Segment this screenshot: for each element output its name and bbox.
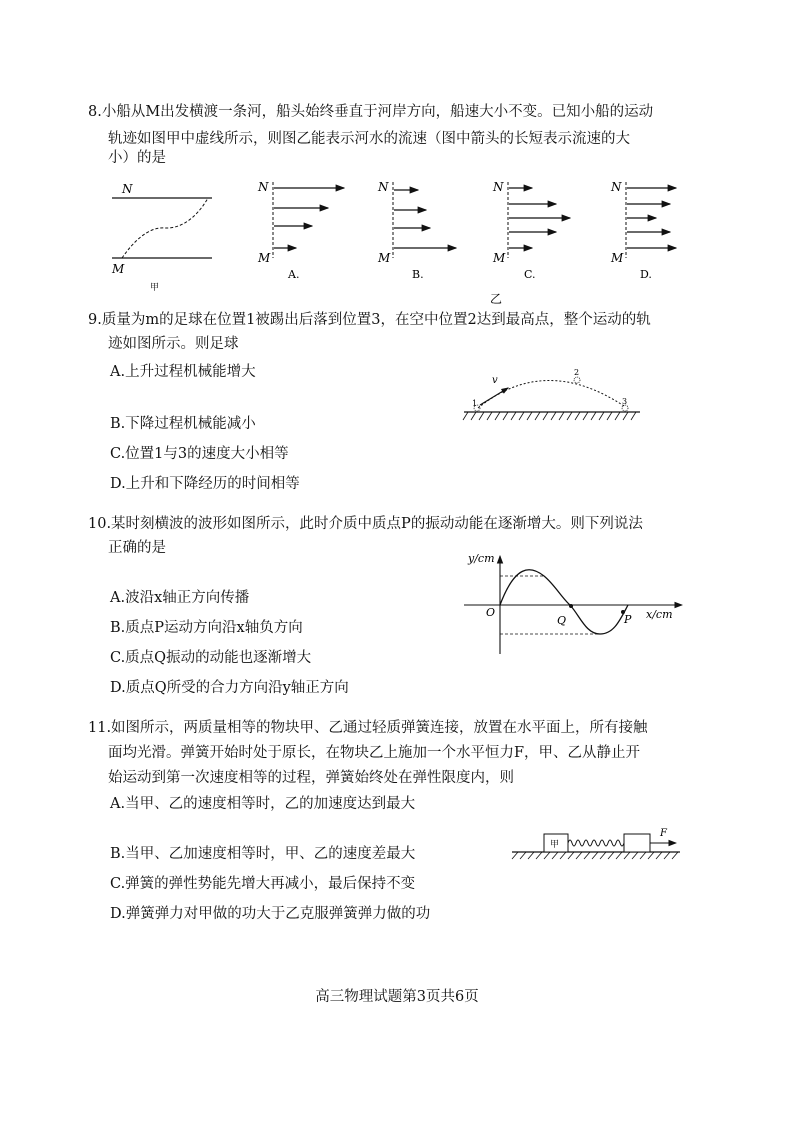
svg-text:N: N [258, 180, 269, 194]
q8-line-1: 8.小船从M出发横渡一条河，船头始终垂直于河岸方向，船速大小不变。已知小船的运动 [88, 104, 654, 120]
force-label: F [660, 828, 667, 839]
q10-option-a: A.波沿x轴正方向传播 [110, 590, 250, 606]
point-p-label: P [624, 613, 632, 626]
svg-text:M: M [378, 251, 391, 265]
q9-line-1: 9.质量为m的足球在位置1被踢出后落到位置3，在空中位置2达到最高点，整个运动的轨 [88, 312, 651, 328]
q8-figure [100, 172, 700, 307]
q11-option-b: B.当甲、乙加速度相等时，甲、乙的速度差最大 [110, 846, 416, 862]
option-c-label: C. [524, 268, 536, 281]
q11-line-3: 始运动到第一次速度相等的过程，弹簧始终处在弹性限度内，则 [108, 770, 514, 786]
label-pos-3: 3 [622, 397, 628, 406]
q11-figure [508, 822, 686, 862]
q9-option-a: A.上升过程机械能增大 [110, 364, 256, 380]
origin-label: O [486, 606, 496, 619]
q9-option-b: B.下降过程机械能减小 [110, 416, 256, 432]
point-q-label: Q [557, 614, 567, 627]
axis-x-label: x/cm [646, 608, 673, 621]
q11-option-c: C.弹簧的弹性势能先增大再减小，最后保持不变 [110, 876, 416, 892]
label-pos-2: 2 [574, 368, 580, 377]
q11-option-a: A.当甲、乙的速度相等时，乙的加速度达到最大 [110, 796, 416, 812]
option-d-label: D. [640, 268, 652, 281]
axis-y-label: y/cm [468, 552, 495, 565]
q9-option-d: D.上升和下降经历的时间相等 [110, 476, 300, 492]
figure-jia [111, 182, 212, 293]
q10-line-2: 正确的是 [108, 540, 166, 556]
label-n: N [122, 182, 133, 196]
option-a-label: A. [288, 268, 300, 281]
svg-text:N: N [611, 180, 622, 194]
label-m: M [112, 262, 125, 276]
q11-line-1: 11.如图所示，两质量相等的物块甲、乙通过轻质弹簧连接，放置在水平面上，所有接触 [88, 720, 648, 736]
label-yi: 乙 [490, 292, 503, 306]
q10-figure [460, 550, 690, 660]
figure-option-c [490, 180, 570, 306]
label-v: v [492, 375, 498, 386]
label-jia: 甲 [150, 283, 160, 293]
q10-option-d: D.质点Q所受的合力方向沿y轴正方向 [110, 680, 349, 696]
label-pos-1: 1 [472, 399, 478, 408]
q8-line-2: 轨迹如图甲中虚线所示，则图乙能表示河水的流速（图中箭头的长短表示流速的大 [108, 131, 630, 147]
figure-option-d [610, 180, 676, 281]
svg-text:M: M [258, 251, 271, 265]
q11-line-2: 面均光滑。弹簧开始时处于原长，在物块乙上施加一个水平恒力F，甲、乙从静止开 [108, 745, 641, 761]
q10-option-b: B.质点P运动方向沿x轴负方向 [110, 620, 303, 636]
block-jia-label: 甲 [550, 840, 560, 850]
svg-text:N: N [493, 180, 504, 194]
q8-line-3: 小）的是 [108, 150, 166, 166]
q9-option-c: C.位置1与3的速度大小相等 [110, 446, 289, 462]
q9-figure [460, 362, 650, 428]
figure-option-b [377, 180, 456, 281]
page-footer: 高三物理试题第3页共6页 [315, 989, 479, 1005]
q11-option-d: D.弹簧弹力对甲做的功大于乙克服弹簧弹力做的功 [110, 906, 431, 922]
option-b-label: B. [412, 268, 424, 281]
q9-line-2: 迹如图所示。则足球 [108, 336, 239, 352]
q10-line-1: 10.某时刻横波的波形如图所示，此时介质中质点P的振动动能在逐渐增大。则下列说法 [88, 516, 643, 532]
q10-option-c: C.质点Q振动的动能也逐渐增大 [110, 650, 312, 666]
svg-text:N: N [378, 180, 389, 194]
figure-option-a [257, 180, 344, 281]
svg-text:M: M [493, 251, 506, 265]
svg-text:M: M [611, 251, 624, 265]
